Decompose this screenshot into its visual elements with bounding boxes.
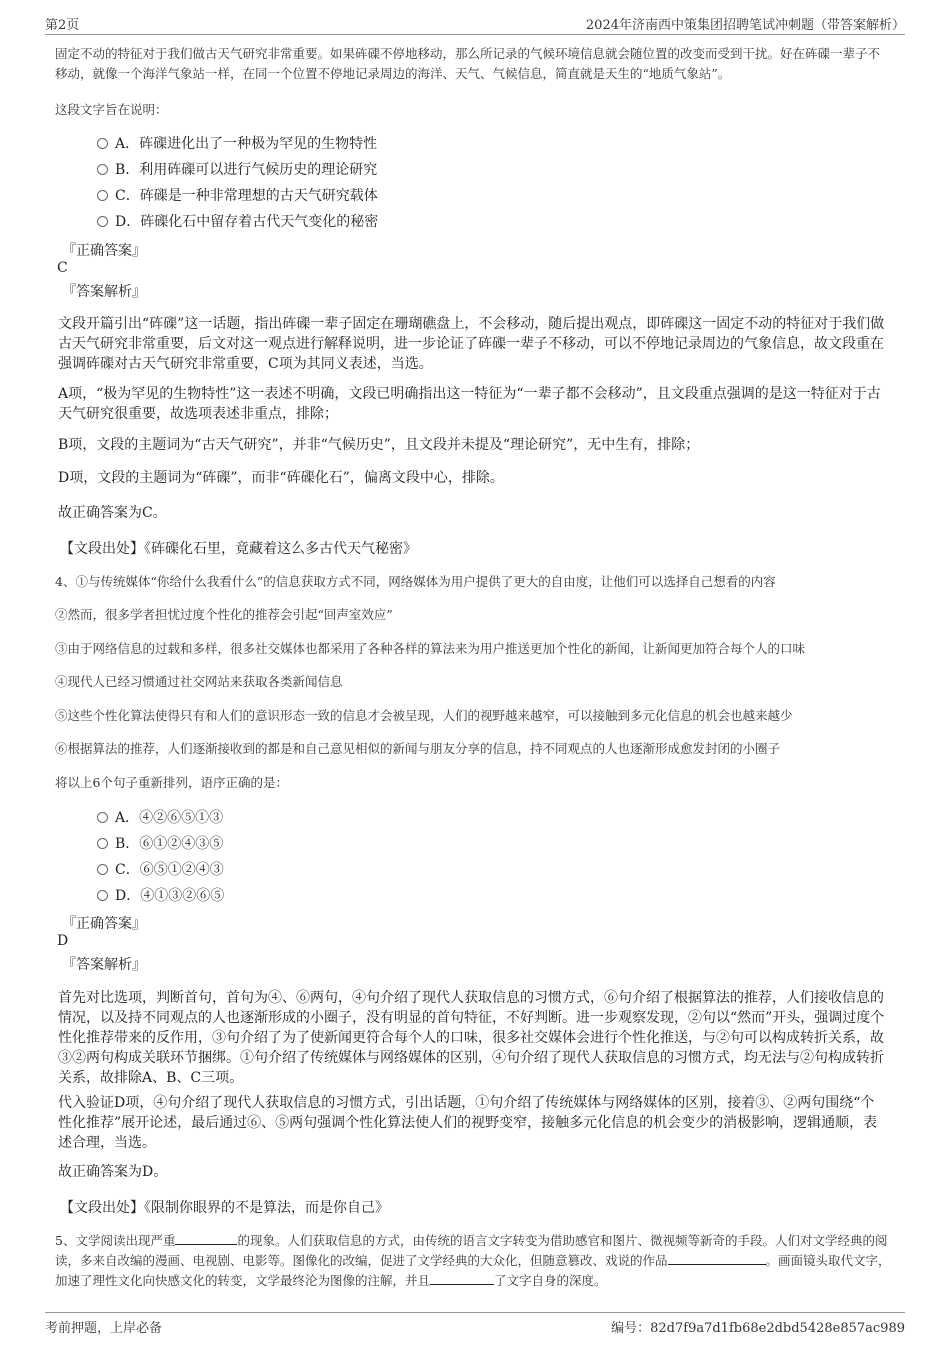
q3-answer-label: 『正确答案』 — [62, 243, 146, 259]
q4-option-d[interactable]: D．④①③②⑥⑤ — [97, 886, 224, 906]
page-header — [45, 14, 905, 35]
q4-analysis-p1: 首先对比选项，判断首句，首句为④、⑥两句，④句介绍了现代人获取信息的习惯方式，⑥句介绍了根据算法的推荐，人们接收信息的情况，以及持不同观点的人也逐渐形成的小圈子，没有明显的首句特征，不好判断。进一步观察发现，②句以“然而”开头，强调过度个性化推荐带来的反作用，③句介绍了为了使新闻更符合每个人的口味，很多社交媒体会进行个性化推送，与②句可以构成转折关系，故③②两句构成关联环节捆绑。①句介绍了传统媒体与网络媒体的区别，④句介绍了现代人获取信息的习惯方式，均无法与②句构成转折关系，故排除A、B、C三项。 — [58, 990, 885, 1086]
page-number: 第2页 — [45, 18, 80, 33]
q4-sentence-4: ④现代人已经习惯通过社交网站来获取各类新闻信息 — [55, 674, 343, 689]
page-footer — [45, 1312, 905, 1338]
q4-sentence-6: ⑥根据算法的推荐，人们逐渐接收到的都是和自己意见相似的新闻与朋友分享的信息，持不同观点的人也逐渐形成愈发封闭的小圈子 — [55, 741, 781, 756]
q3-analysis-p3: B项，文段的主题词为“古天气研究”，并非“气候历史”，且文段并未提及“理论研究”，无中生有，排除； — [58, 437, 700, 453]
radio-icon[interactable] — [97, 190, 108, 201]
q3-option-d[interactable]: D．砗磲化石中留存着古代天气变化的秘密 — [97, 212, 378, 232]
q3-analysis-p4: D项，文段的主题词为“砗磲”，而非“砗磲化石”，偏离文段中心，排除。 — [58, 470, 504, 486]
q3-analysis-p2: A项，“极为罕见的生物特性”这一表述不明确，文段已明确指出这一特征为“一辈子都不会移动”，且文段重点强调的是这一特征对于古天气研究很重要，故选项表述非重点，排除； — [58, 386, 881, 422]
q3-analysis-label: 『答案解析』 — [62, 284, 146, 300]
q3-analysis-p5: 故正确答案为C。 — [58, 505, 167, 521]
q4-answer: D — [57, 933, 69, 949]
q5-blank-1[interactable] — [175, 1232, 237, 1246]
q4-answer-label: 『正确答案』 — [62, 916, 146, 932]
footer-code: 编号：82d7f9a7d1fb68e2dbd5428e857ac989 — [611, 1321, 905, 1336]
q5-text: 5、文学阅读出现严重 的现象。人们获取信息的方式，由传统的语言文字转变为借助感官和图片、微视频等新奇的手段。人们对文学经典的阅读，多来自改编的漫画、电视剧、电影等。图像化的改编，促进了文学经典的大众化，但随意篡改、戏说的作品 。画面镜头取代文字，加速了理性文化向快感文化的转变，文学最终沦为图像的注解，并且 了文字自身的深度。 — [55, 1233, 891, 1288]
q4-prompt: 将以上6个句子重新排列，语序正确的是： — [55, 775, 288, 790]
q4-option-c[interactable]: C．⑥⑤①②④③ — [97, 860, 224, 880]
radio-icon[interactable] — [97, 864, 108, 875]
q4-source: 【文段出处】《限制你眼界的不是算法，而是你自己》 — [60, 1200, 389, 1216]
radio-icon[interactable] — [97, 838, 108, 849]
q3-passage: 固定不动的特征对于我们做古天气研究非常重要。如果砗磲不停地移动，那么所记录的气候环境信息就会随位置的改变而受到干扰。好在砗磲一辈子不移动，就像一个海洋气象站一样，在同一个位置不停地记录周边的海洋、天气、气候信息，简直就是天生的“地质气象站”。 — [55, 46, 881, 81]
q4-sentence-5: ⑤这些个性化算法使得只有和人们的意识形态一致的信息才会被呈现，人们的视野越来越窄，可以接触到多元化信息的机会也越来越少 — [55, 708, 793, 723]
q3-answer: C — [57, 260, 68, 276]
radio-icon[interactable] — [97, 890, 108, 901]
q4-option-a[interactable]: A．④②⑥⑤①③ — [97, 808, 223, 828]
footer-slogan: 考前押题，上岸必备 — [45, 1321, 163, 1336]
q3-prompt: 这段文字旨在说明： — [55, 102, 168, 117]
q3-option-a[interactable]: A．砗磲进化出了一种极为罕见的生物特性 — [97, 134, 377, 154]
q4-analysis-p3: 故正确答案为D。 — [58, 1164, 168, 1180]
q3-source: 【文段出处】《砗磲化石里，竟藏着这么多古代天气秘密》 — [60, 541, 417, 557]
radio-icon[interactable] — [97, 164, 108, 175]
q3-option-b[interactable]: B．利用砗磲可以进行气候历史的理论研究 — [97, 160, 377, 180]
q4-analysis-p2: 代入验证D项，④句介绍了现代人获取信息的习惯方式，引出话题，①句介绍了传统媒体与网络媒体的区别，接着③、②两句围绕“个性化推荐”展开论述，最后通过⑥、⑤两句强调个性化算法使人们的视野变窄，接触多元化信息的机会变少的消极影响，逻辑通顺，表述合理，当选。 — [58, 1095, 878, 1151]
q5-blank-2[interactable] — [668, 1252, 766, 1266]
q4-sentence-1: 4、①与传统媒体“你给什么我看什么”的信息获取方式不同，网络媒体为用户提供了更大的自由度，让他们可以选择自己想看的内容 — [55, 574, 776, 589]
radio-icon[interactable] — [97, 138, 108, 149]
q5-blank-3[interactable] — [430, 1272, 494, 1286]
radio-icon[interactable] — [97, 812, 108, 823]
q3-analysis-p1: 文段开篇引出“砗磲”这一话题，指出砗磲一辈子固定在珊瑚礁盘上，不会移动，随后提出观点，即砗磲这一固定不动的特征对于我们做古天气研究非常重要，后文对这一观点进行解释说明，进一步论证了砗磲一辈子不移动，可以不停地记录周边的气象信息，故文段重在强调砗磲对古天气研究非常重要，C项为其同义表述，当选。 — [58, 316, 885, 372]
radio-icon[interactable] — [97, 216, 108, 227]
q4-analysis-label: 『答案解析』 — [62, 957, 146, 973]
q4-sentence-3: ③由于网络信息的过载和多样，很多社交媒体也都采用了各种各样的算法来为用户推送更加个性化的新闻，让新闻更加符合每个人的口味 — [55, 641, 806, 656]
q4-sentence-2: ②然而，很多学者担忧过度个性化的推荐会引起“回声室效应” — [55, 607, 393, 622]
q4-option-b[interactable]: B．⑥①②④③⑤ — [97, 834, 223, 854]
document-title: 2024年济南西中策集团招聘笔试冲刺题（带答案解析） — [585, 18, 905, 33]
q3-option-c[interactable]: C．砗磲是一种非常理想的古天气研究载体 — [97, 186, 378, 206]
